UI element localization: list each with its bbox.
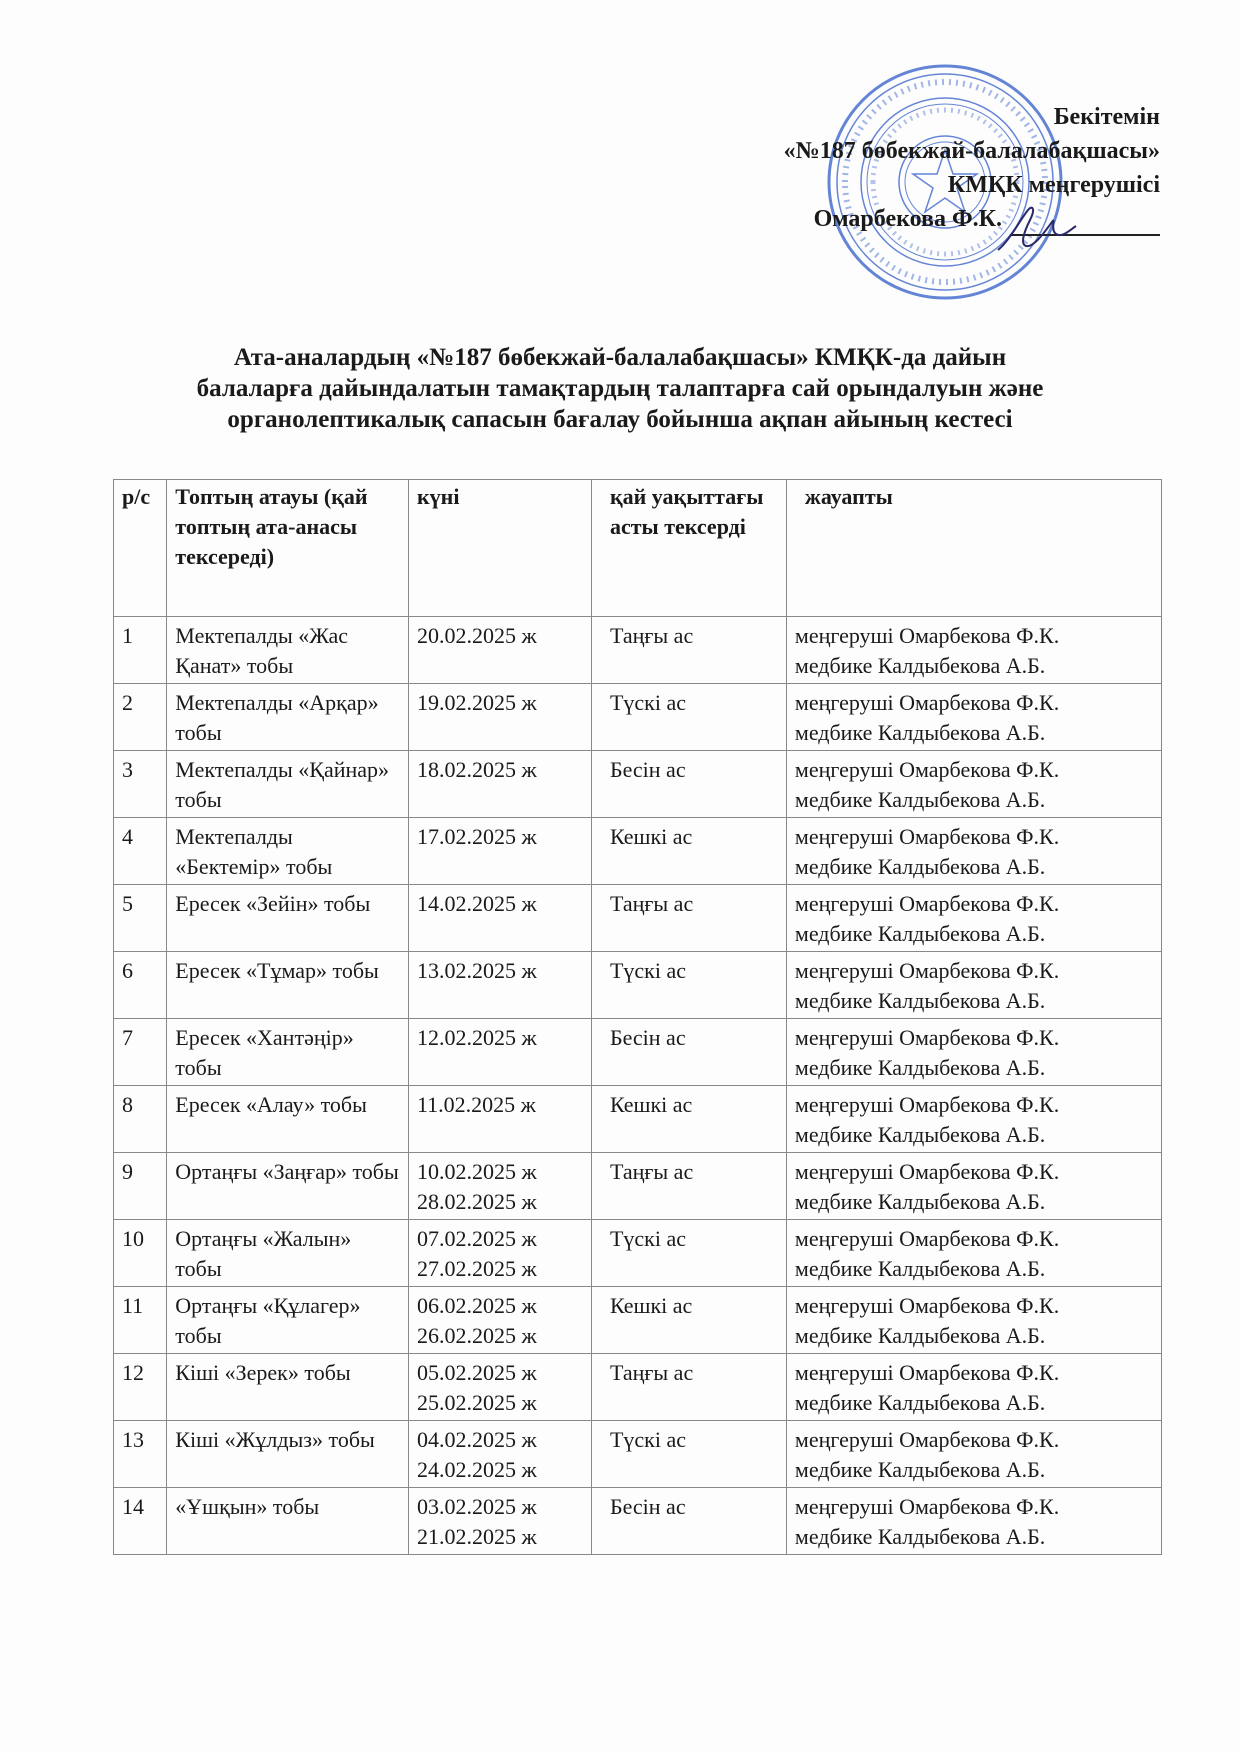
date-cell bbox=[408, 1287, 591, 1354]
table-row bbox=[114, 1220, 1162, 1287]
row-number-cell bbox=[114, 1421, 167, 1488]
group-name: Кіші «Зерек» тобы bbox=[175, 1360, 351, 1385]
date-primary: 18.02.2025 ж bbox=[416, 757, 537, 782]
meal-name: Бесін ас bbox=[609, 757, 686, 782]
meal-cell bbox=[591, 1287, 786, 1354]
meal-name: Түскі ас bbox=[609, 1427, 686, 1452]
approval-organization: «№187 бөбекжай-балалабақшасы» bbox=[783, 138, 1160, 164]
group-name-cell bbox=[167, 1086, 409, 1153]
responsible-nurse: медбике Калдыбекова А.Б. bbox=[794, 921, 1046, 946]
table-row bbox=[114, 751, 1162, 818]
group-name: Мектепалды «Жас Қанат» тобы bbox=[175, 623, 348, 678]
approval-heading: Бекітемін bbox=[1053, 104, 1160, 130]
group-name-cell bbox=[167, 1354, 409, 1421]
responsible-head: меңгеруші Омарбекова Ф.К. bbox=[794, 1092, 1060, 1117]
date-cell bbox=[408, 1421, 591, 1488]
responsible-head: меңгеруші Омарбекова Ф.К. bbox=[794, 1159, 1060, 1184]
approval-name: Омарбекова Ф.К. bbox=[813, 206, 1002, 232]
row-number-cell bbox=[114, 1488, 167, 1555]
responsible-head: меңгеруші Омарбекова Ф.К. bbox=[794, 1293, 1060, 1318]
date-secondary: 21.02.2025 ж bbox=[416, 1524, 537, 1549]
responsible-cell bbox=[786, 1086, 1161, 1153]
date-secondary: 26.02.2025 ж bbox=[416, 1323, 537, 1348]
meal-name: Бесін ас bbox=[609, 1025, 686, 1050]
date-cell bbox=[408, 1019, 591, 1086]
approval-name-line bbox=[784, 202, 1160, 236]
responsible-nurse: медбике Калдыбекова А.Б. bbox=[794, 854, 1046, 879]
group-name-cell bbox=[167, 1287, 409, 1354]
group-name: «Ұшқын» тобы bbox=[175, 1494, 320, 1519]
row-number-cell bbox=[114, 1354, 167, 1421]
meal-name: Таңғы ас bbox=[609, 891, 694, 916]
date-secondary: 27.02.2025 ж bbox=[416, 1256, 537, 1281]
date-primary: 17.02.2025 ж bbox=[416, 824, 537, 849]
row-number: 3 bbox=[122, 757, 133, 782]
meal-name: Кешкі ас bbox=[609, 1092, 693, 1117]
table-header-row bbox=[114, 480, 1162, 617]
responsible-head: меңгеруші Омарбекова Ф.К. bbox=[794, 757, 1060, 782]
responsible-head: меңгеруші Омарбекова Ф.К. bbox=[794, 1427, 1060, 1452]
group-name: Ересек «Зейін» тобы bbox=[175, 891, 371, 916]
date-cell bbox=[408, 952, 591, 1019]
group-name: Мектепалды «Арқар» тобы bbox=[175, 690, 379, 745]
group-name-cell bbox=[167, 1019, 409, 1086]
date-cell bbox=[408, 1354, 591, 1421]
meal-name: Таңғы ас bbox=[609, 1159, 694, 1184]
date-primary: 05.02.2025 ж bbox=[416, 1360, 537, 1385]
date-primary: 20.02.2025 ж bbox=[416, 623, 537, 648]
meal-name: Түскі ас bbox=[609, 958, 686, 983]
meal-cell bbox=[591, 1488, 786, 1555]
date-primary: 07.02.2025 ж bbox=[416, 1226, 537, 1251]
title-line-3: органолептикалық сапасын бағалау бойынша ақпан айының кестесі bbox=[227, 406, 1013, 433]
row-number: 5 bbox=[122, 891, 133, 916]
group-name-cell bbox=[167, 952, 409, 1019]
responsible-cell bbox=[786, 1421, 1161, 1488]
meal-cell bbox=[591, 617, 786, 684]
row-number-cell bbox=[114, 684, 167, 751]
responsible-cell bbox=[786, 1287, 1161, 1354]
date-cell bbox=[408, 684, 591, 751]
handwritten-signature bbox=[990, 200, 1080, 260]
meal-cell bbox=[591, 952, 786, 1019]
row-number: 1 bbox=[122, 623, 133, 648]
responsible-cell bbox=[786, 952, 1161, 1019]
date-cell bbox=[408, 617, 591, 684]
date-secondary: 25.02.2025 ж bbox=[416, 1390, 537, 1415]
meal-name: Түскі ас bbox=[609, 1226, 686, 1251]
meal-name: Кешкі ас bbox=[609, 824, 693, 849]
group-name: Ересек «Тұмар» тобы bbox=[175, 958, 379, 983]
group-name: Ортаңғы «Құлагер» тобы bbox=[175, 1293, 361, 1348]
row-number-cell bbox=[114, 1086, 167, 1153]
table-row bbox=[114, 1287, 1162, 1354]
group-name-cell bbox=[167, 818, 409, 885]
date-primary: 10.02.2025 ж bbox=[416, 1159, 537, 1184]
group-name-cell bbox=[167, 684, 409, 751]
table-row bbox=[114, 952, 1162, 1019]
table-row bbox=[114, 684, 1162, 751]
header-number: р/с bbox=[114, 480, 167, 617]
responsible-nurse: медбике Калдыбекова А.Б. bbox=[794, 1524, 1046, 1549]
header-responsible: жауапты bbox=[786, 480, 1161, 617]
responsible-cell bbox=[786, 1153, 1161, 1220]
row-number: 7 bbox=[122, 1025, 133, 1050]
responsible-head: меңгеруші Омарбекова Ф.К. bbox=[794, 623, 1060, 648]
group-name: Кіші «Жұлдыз» тобы bbox=[175, 1427, 375, 1452]
date-cell bbox=[408, 818, 591, 885]
group-name-cell bbox=[167, 885, 409, 952]
group-name-cell bbox=[167, 1421, 409, 1488]
meal-cell bbox=[591, 684, 786, 751]
responsible-nurse: медбике Калдыбекова А.Б. bbox=[794, 1457, 1046, 1482]
table-row bbox=[114, 1488, 1162, 1555]
row-number-cell bbox=[114, 751, 167, 818]
row-number: 2 bbox=[122, 690, 133, 715]
table-row bbox=[114, 1421, 1162, 1488]
responsible-nurse: медбике Калдыбекова А.Б. bbox=[794, 1055, 1046, 1080]
row-number-cell bbox=[114, 1019, 167, 1086]
group-name: Ересек «Алау» тобы bbox=[175, 1092, 367, 1117]
responsible-cell bbox=[786, 1488, 1161, 1555]
meal-cell bbox=[591, 1354, 786, 1421]
header-meal: қай уақыттағы асты тексерді bbox=[591, 480, 786, 617]
meal-cell bbox=[591, 751, 786, 818]
group-name: Мектепалды «Қайнар» тобы bbox=[175, 757, 390, 812]
group-name: Ортаңғы «Жалын» тобы bbox=[175, 1226, 352, 1281]
date-cell bbox=[408, 885, 591, 952]
date-primary: 19.02.2025 ж bbox=[416, 690, 537, 715]
table-row bbox=[114, 885, 1162, 952]
meal-name: Таңғы ас bbox=[609, 623, 694, 648]
group-name: Ортаңғы «Заңғар» тобы bbox=[175, 1159, 399, 1184]
schedule-table bbox=[113, 479, 1162, 1555]
responsible-head: меңгеруші Омарбекова Ф.К. bbox=[794, 891, 1060, 916]
responsible-cell bbox=[786, 617, 1161, 684]
responsible-head: меңгеруші Омарбекова Ф.К. bbox=[794, 1226, 1060, 1251]
date-cell bbox=[408, 1153, 591, 1220]
responsible-cell bbox=[786, 818, 1161, 885]
responsible-cell bbox=[786, 1220, 1161, 1287]
responsible-nurse: медбике Калдыбекова А.Б. bbox=[794, 1390, 1046, 1415]
date-primary: 04.02.2025 ж bbox=[416, 1427, 537, 1452]
row-number-cell bbox=[114, 1153, 167, 1220]
date-primary: 12.02.2025 ж bbox=[416, 1025, 537, 1050]
header-group: Топтың атауы (қай топтың ата-анасы тексереді) bbox=[167, 480, 409, 617]
title-line-1: Ата-аналардың «№187 бөбекжай-балалабақшасы» КМҚК-да дайын bbox=[233, 344, 1007, 371]
table-row bbox=[114, 1086, 1162, 1153]
responsible-cell bbox=[786, 751, 1161, 818]
responsible-nurse: медбике Калдыбекова А.Б. bbox=[794, 653, 1046, 678]
meal-cell bbox=[591, 1086, 786, 1153]
date-primary: 13.02.2025 ж bbox=[416, 958, 537, 983]
row-number-cell bbox=[114, 952, 167, 1019]
row-number-cell bbox=[114, 617, 167, 684]
date-secondary: 24.02.2025 ж bbox=[416, 1457, 537, 1482]
row-number-cell bbox=[114, 818, 167, 885]
date-primary: 03.02.2025 ж bbox=[416, 1494, 537, 1519]
responsible-head: меңгеруші Омарбекова Ф.К. bbox=[794, 1025, 1060, 1050]
meal-name: Кешкі ас bbox=[609, 1293, 693, 1318]
responsible-nurse: медбике Калдыбекова А.Б. bbox=[794, 1323, 1046, 1348]
responsible-cell bbox=[786, 885, 1161, 952]
table-row bbox=[114, 1019, 1162, 1086]
header-date: күні bbox=[408, 480, 591, 617]
row-number: 9 bbox=[122, 1159, 133, 1184]
responsible-nurse: медбике Калдыбекова А.Б. bbox=[794, 988, 1046, 1013]
row-number: 6 bbox=[122, 958, 133, 983]
date-cell bbox=[408, 751, 591, 818]
meal-name: Бесін ас bbox=[609, 1494, 686, 1519]
row-number: 13 bbox=[122, 1427, 144, 1452]
table-row bbox=[114, 617, 1162, 684]
responsible-nurse: медбике Калдыбекова А.Б. bbox=[794, 1122, 1046, 1147]
responsible-head: меңгеруші Омарбекова Ф.К. bbox=[794, 690, 1060, 715]
table-row bbox=[114, 1354, 1162, 1421]
meal-cell bbox=[591, 1153, 786, 1220]
responsible-cell bbox=[786, 1019, 1161, 1086]
responsible-nurse: медбике Калдыбекова А.Б. bbox=[794, 1189, 1046, 1214]
date-secondary: 28.02.2025 ж bbox=[416, 1189, 537, 1214]
date-primary: 14.02.2025 ж bbox=[416, 891, 537, 916]
group-name-cell bbox=[167, 1488, 409, 1555]
group-name: Мектепалды «Бектемір» тобы bbox=[175, 824, 333, 879]
row-number: 12 bbox=[122, 1360, 144, 1385]
responsible-nurse: медбике Калдыбекова А.Б. bbox=[794, 787, 1046, 812]
table-row bbox=[114, 818, 1162, 885]
responsible-head: меңгеруші Омарбекова Ф.К. bbox=[794, 1494, 1060, 1519]
responsible-head: меңгеруші Омарбекова Ф.К. bbox=[794, 824, 1060, 849]
meal-cell bbox=[591, 1220, 786, 1287]
date-cell bbox=[408, 1220, 591, 1287]
responsible-cell bbox=[786, 1354, 1161, 1421]
meal-name: Таңғы ас bbox=[609, 1360, 694, 1385]
responsible-nurse: медбике Калдыбекова А.Б. bbox=[794, 720, 1046, 745]
date-cell bbox=[408, 1086, 591, 1153]
title-line-2: балаларға дайындалатын тамақтардың талаптарға сай орындалуын және bbox=[196, 375, 1044, 402]
date-primary: 06.02.2025 ж bbox=[416, 1293, 537, 1318]
meal-name: Түскі ас bbox=[609, 690, 686, 715]
row-number-cell bbox=[114, 1287, 167, 1354]
group-name-cell bbox=[167, 1153, 409, 1220]
row-number: 10 bbox=[122, 1226, 144, 1251]
approval-block bbox=[784, 100, 1160, 236]
responsible-head: меңгеруші Омарбекова Ф.К. bbox=[794, 958, 1060, 983]
meal-cell bbox=[591, 885, 786, 952]
row-number-cell bbox=[114, 1220, 167, 1287]
group-name-cell bbox=[167, 751, 409, 818]
date-primary: 11.02.2025 ж bbox=[416, 1092, 536, 1117]
responsible-nurse: медбике Калдыбекова А.Б. bbox=[794, 1256, 1046, 1281]
group-name: Ересек «Хантәңір» тобы bbox=[175, 1025, 354, 1080]
group-name-cell bbox=[167, 617, 409, 684]
meal-cell bbox=[591, 1019, 786, 1086]
row-number: 8 bbox=[122, 1092, 133, 1117]
row-number: 4 bbox=[122, 824, 133, 849]
group-name-cell bbox=[167, 1220, 409, 1287]
approval-position: КМҚК меңгерушісі bbox=[947, 172, 1160, 198]
row-number: 11 bbox=[122, 1293, 144, 1318]
meal-cell bbox=[591, 1421, 786, 1488]
row-number-cell bbox=[114, 885, 167, 952]
document-title bbox=[140, 342, 1100, 435]
table-row bbox=[114, 1153, 1162, 1220]
date-cell bbox=[408, 1488, 591, 1555]
meal-cell bbox=[591, 818, 786, 885]
row-number: 14 bbox=[122, 1494, 144, 1519]
responsible-head: меңгеруші Омарбекова Ф.К. bbox=[794, 1360, 1060, 1385]
responsible-cell bbox=[786, 684, 1161, 751]
